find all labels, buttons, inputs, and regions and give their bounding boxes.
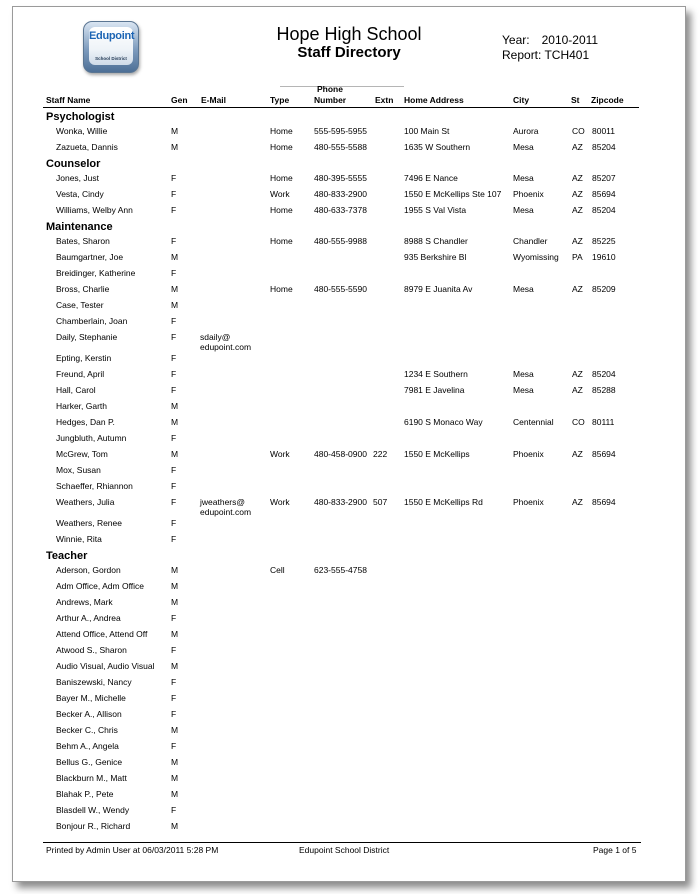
zipcode: 85204: [592, 369, 616, 379]
home-address: 1550 E McKellips Ste 107: [404, 189, 502, 199]
type: Cell: [270, 565, 285, 575]
gender: F: [171, 189, 177, 199]
group-heading: Teacher: [46, 550, 88, 562]
phone-number: 480-633-7378: [314, 205, 367, 215]
report-page: [12, 6, 686, 882]
gender: M: [171, 629, 179, 639]
city: Chandler: [513, 236, 548, 246]
state: AZ: [572, 369, 583, 379]
staff-name: Daily, Stephanie: [56, 332, 118, 342]
phone-number: 480-833-2900: [314, 189, 367, 199]
staff-name: Vesta, Cindy: [56, 189, 104, 199]
type: Work: [270, 497, 290, 507]
staff-name: Bross, Charlie: [56, 284, 110, 294]
gender: F: [171, 353, 177, 363]
year-line: [502, 33, 598, 47]
home-address: 8979 E Juanita Av: [404, 284, 473, 294]
col-header-extn: Extn: [375, 95, 394, 105]
gender: F: [171, 534, 177, 544]
col-header-phone: Phone: [317, 84, 343, 94]
staff-name: Hedges, Dan P.: [56, 417, 115, 427]
gender: M: [171, 417, 179, 427]
zipcode: 85209: [592, 284, 616, 294]
staff-name: Arthur A., Andrea: [56, 613, 121, 623]
city: Phoenix: [513, 189, 544, 199]
staff-name: McGrew, Tom: [56, 449, 108, 459]
staff-name: Bates, Sharon: [56, 236, 110, 246]
gender: M: [171, 597, 179, 607]
type: Home: [270, 205, 293, 215]
column-header-rule: [43, 107, 639, 108]
staff-name: Becker C., Chris: [56, 725, 118, 735]
year-value: 2010-2011: [541, 33, 599, 47]
type: Home: [270, 236, 293, 246]
zipcode: 85204: [592, 205, 616, 215]
city: Centennial: [513, 417, 554, 427]
col-header-gen: Gen: [171, 95, 188, 105]
staff-name: Schaeffer, Rhiannon: [56, 481, 133, 491]
gender: M: [171, 142, 179, 152]
gender: M: [171, 565, 179, 575]
gender: M: [171, 725, 179, 735]
staff-name: Aderson, Gordon: [56, 565, 121, 575]
gender: M: [171, 661, 179, 671]
email-domain: edupoint.com: [200, 507, 252, 517]
phone-number: 480-555-9988: [314, 236, 367, 246]
staff-name: Baniszewski, Nancy: [56, 677, 132, 687]
email: jweathers@: [200, 497, 246, 507]
report-id: Report: TCH401: [502, 48, 590, 62]
phone-number: 480-555-5588: [314, 142, 367, 152]
gender: F: [171, 518, 177, 528]
city: Wyomissing: [513, 252, 559, 262]
state: AZ: [572, 385, 583, 395]
staff-name: Williams, Welby Ann: [56, 205, 133, 215]
state: AZ: [572, 189, 583, 199]
type: Home: [270, 126, 293, 136]
gender: F: [171, 481, 177, 491]
col-header-email: E-Mail: [201, 95, 227, 105]
staff-name: Zazueta, Dannis: [56, 142, 118, 152]
home-address: 1635 W Southern: [404, 142, 471, 152]
staff-name: Baumgartner, Joe: [56, 252, 124, 262]
type: Work: [270, 189, 290, 199]
state: AZ: [572, 497, 583, 507]
home-address: 7496 E Nance: [404, 173, 458, 183]
type: Home: [270, 142, 293, 152]
type: Work: [270, 449, 290, 459]
gender: F: [171, 205, 177, 215]
staff-name: Bayer M., Michelle: [56, 693, 126, 703]
phone-number: 480-458-0900: [314, 449, 367, 459]
group-heading: Psychologist: [46, 111, 115, 123]
staff-name: Andrews, Mark: [56, 597, 113, 607]
home-address: 1234 E Southern: [404, 369, 468, 379]
gender: M: [171, 300, 179, 310]
email-domain: edupoint.com: [200, 342, 252, 352]
zipcode: 80111: [592, 417, 615, 427]
gender: M: [171, 126, 179, 136]
staff-name: Bonjour R., Richard: [56, 821, 131, 831]
staff-name: Attend Office, Attend Off: [56, 629, 148, 639]
gender: F: [171, 173, 177, 183]
staff-name: Hall, Carol: [56, 385, 96, 395]
col-header-staff-name: Staff Name: [46, 95, 91, 105]
phone-number: 623-555-4758: [314, 565, 367, 575]
gender: F: [171, 369, 177, 379]
staff-name: Chamberlain, Joan: [56, 316, 128, 326]
staff-name: Breidinger, Katherine: [56, 268, 136, 278]
home-address: 6190 S Monaco Way: [404, 417, 483, 427]
state: AZ: [572, 173, 583, 183]
home-address: 100 Main St: [404, 126, 450, 136]
year-label: Year:: [502, 33, 530, 47]
state: AZ: [572, 205, 583, 215]
gender: F: [171, 613, 177, 623]
city: Aurora: [513, 126, 539, 136]
phone-number: 480-395-5555: [314, 173, 367, 183]
gender: F: [171, 693, 177, 703]
staff-name: Weathers, Renee: [56, 518, 122, 528]
state: CO: [572, 126, 585, 136]
city: Mesa: [513, 385, 534, 395]
zipcode: 19610: [592, 252, 616, 262]
logo-subtitle: School District: [95, 56, 127, 61]
home-address: 8988 S Chandler: [404, 236, 468, 246]
state: CO: [572, 417, 585, 427]
home-address: 1550 E McKellips: [404, 449, 470, 459]
gender: F: [171, 268, 177, 278]
state: AZ: [572, 142, 583, 152]
zipcode: 85694: [592, 497, 616, 507]
city: Mesa: [513, 205, 534, 215]
zipcode: 85207: [592, 173, 616, 183]
staff-name: Audio Visual, Audio Visual: [56, 661, 155, 671]
extension: 222: [373, 449, 388, 459]
group-heading: Maintenance: [46, 221, 113, 233]
home-address: 7981 E Javelina: [404, 385, 465, 395]
phone-number: 555-595-5955: [314, 126, 367, 136]
city: Phoenix: [513, 497, 544, 507]
footer-district: Edupoint School District: [299, 845, 390, 855]
phone-number: 480-555-5590: [314, 284, 367, 294]
gender: M: [171, 821, 179, 831]
staff-name: Bellus G., Genice: [56, 757, 123, 767]
staff-name: Wonka, Willie: [56, 126, 108, 136]
gender: F: [171, 316, 177, 326]
extension: 507: [373, 497, 388, 507]
state: AZ: [572, 236, 583, 246]
staff-name: Jungbluth, Autumn: [56, 433, 127, 443]
type: Home: [270, 173, 293, 183]
footer-rule: [43, 842, 641, 843]
staff-name: Case, Tester: [56, 300, 104, 310]
home-address: 1550 E McKellips Rd: [404, 497, 483, 507]
col-header-city: City: [513, 95, 530, 105]
staff-name: Mox, Susan: [56, 465, 101, 475]
gender: M: [171, 789, 179, 799]
zipcode: 85694: [592, 189, 616, 199]
zipcode: 85288: [592, 385, 616, 395]
group-heading: Counselor: [46, 158, 101, 170]
home-address: 935 Berkshire Bl: [404, 252, 467, 262]
logo-brand: Edupoint: [89, 30, 135, 42]
gender: F: [171, 677, 177, 687]
gender: M: [171, 252, 179, 262]
gender: M: [171, 449, 179, 459]
city: Mesa: [513, 142, 534, 152]
report-title: Staff Directory: [297, 44, 401, 61]
zipcode: 85694: [592, 449, 616, 459]
email: sdaily@: [200, 332, 231, 342]
gender: F: [171, 465, 177, 475]
zipcode: 85225: [592, 236, 616, 246]
gender: F: [171, 741, 177, 751]
phone-number: 480-833-2900: [314, 497, 367, 507]
gender: F: [171, 709, 177, 719]
staff-name: Becker A., Allison: [56, 709, 122, 719]
home-address: 1955 S Val Vista: [404, 205, 467, 215]
state: AZ: [572, 449, 583, 459]
type: Home: [270, 284, 293, 294]
staff-name: Adm Office, Adm Office: [56, 581, 145, 591]
staff-name: Freund, April: [56, 369, 105, 379]
gender: F: [171, 385, 177, 395]
state: PA: [572, 252, 583, 262]
staff-name: Epting, Kerstin: [56, 353, 112, 363]
staff-name: Atwood S., Sharon: [56, 645, 127, 655]
staff-name: Blahak P., Pete: [56, 789, 114, 799]
state: AZ: [572, 284, 583, 294]
staff-name: Weathers, Julia: [56, 497, 115, 507]
staff-name: Behm A., Angela: [56, 741, 119, 751]
city: Mesa: [513, 284, 534, 294]
gender: F: [171, 332, 177, 342]
staff-name: Jones, Just: [56, 173, 99, 183]
city: Mesa: [513, 173, 534, 183]
gender: F: [171, 805, 177, 815]
col-header-zipcode: Zipcode: [591, 95, 624, 105]
gender: F: [171, 433, 177, 443]
staff-name: Winnie, Rita: [56, 534, 102, 544]
gender: F: [171, 645, 177, 655]
staff-name: Harker, Garth: [56, 401, 108, 411]
col-header-number: Number: [314, 95, 347, 105]
city: Phoenix: [513, 449, 544, 459]
gender: M: [171, 581, 179, 591]
city: Mesa: [513, 369, 534, 379]
zipcode: 80011: [592, 126, 616, 136]
school-title: Hope High School: [276, 24, 422, 44]
col-header-type: Type: [270, 95, 290, 105]
gender: M: [171, 401, 179, 411]
col-header-home-address: Home Address: [404, 95, 464, 105]
staff-name: Blackburn M., Matt: [56, 773, 127, 783]
footer-page-number: Page 1 of 5: [593, 845, 637, 855]
footer-printed-by: Printed by Admin User at 06/03/2011 5:28 PM: [46, 845, 219, 855]
gender: F: [171, 236, 177, 246]
gender: F: [171, 497, 177, 507]
gender: M: [171, 773, 179, 783]
gender: M: [171, 284, 179, 294]
col-header-st: St: [571, 95, 580, 105]
gender: M: [171, 757, 179, 767]
zipcode: 85204: [592, 142, 616, 152]
staff-name: Blasdell W., Wendy: [56, 805, 130, 815]
